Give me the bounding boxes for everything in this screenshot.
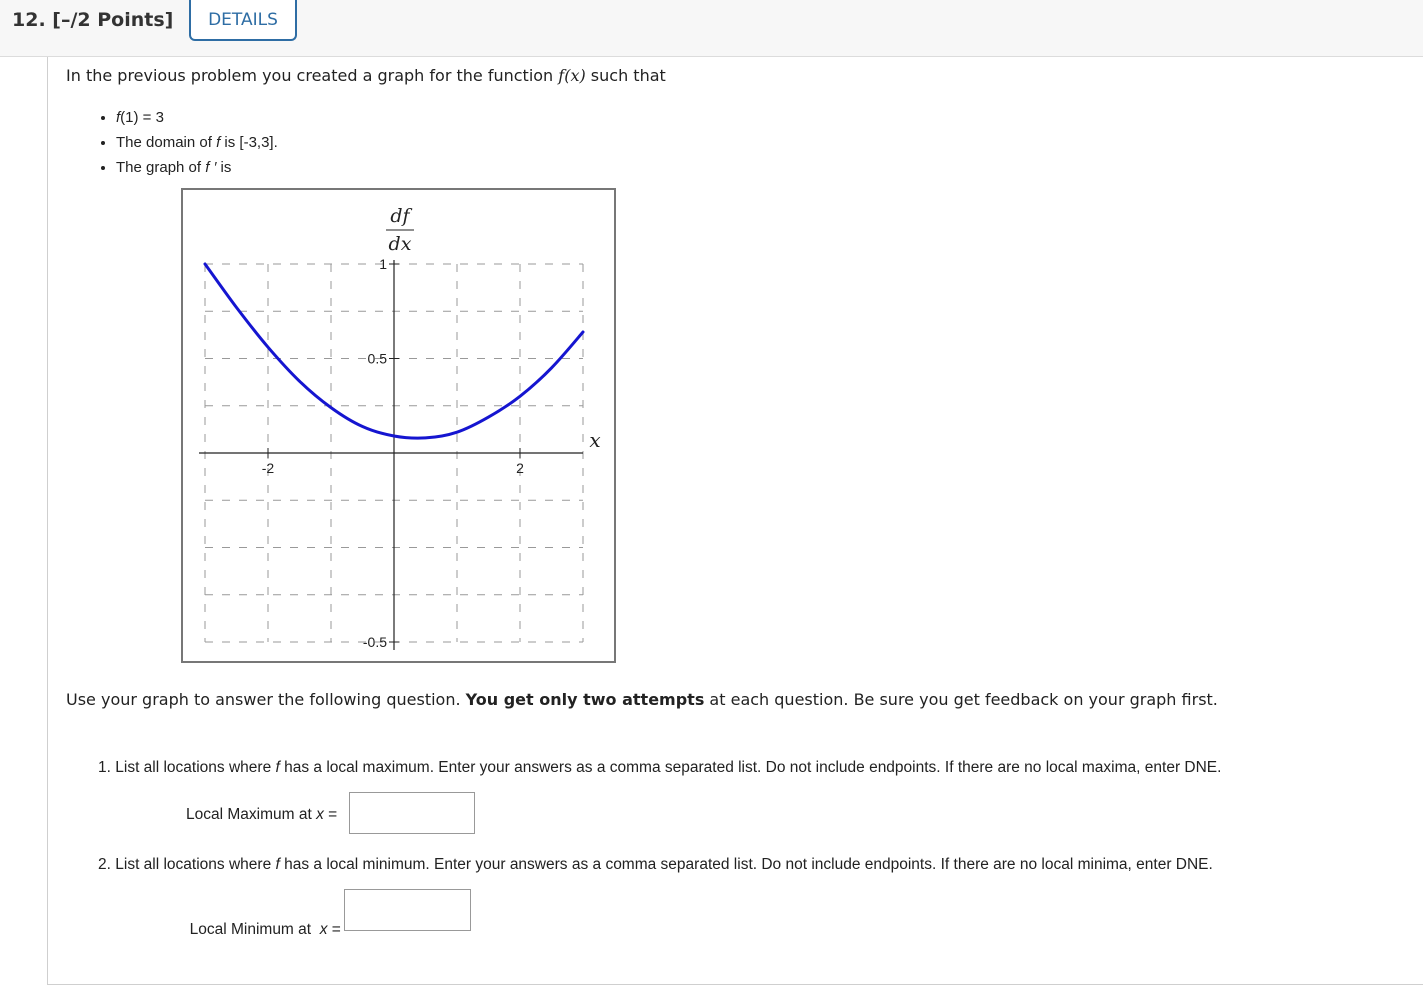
y-axis-label-denominator: dx	[388, 233, 412, 255]
label-eq: =	[323, 806, 338, 823]
fact-text: is [-3,3].	[220, 134, 278, 151]
question-2-number: 2.	[98, 856, 111, 873]
x-tick-label: 2	[516, 460, 524, 476]
y-tick-label: 0.5	[367, 350, 387, 367]
x-axis-label: x	[589, 428, 601, 452]
question-2-pre: List all locations where	[115, 856, 276, 873]
local-min-label	[181, 903, 341, 939]
fact-italic: f	[116, 109, 121, 126]
fact-italic: f	[216, 134, 221, 151]
question-2-post: has a local minimum. Enter your answers as a comma separated list. Do not include endpoints. If there are no local minima, enter DNE.	[279, 856, 1213, 873]
question-2-italic: f	[275, 856, 280, 873]
intro-text	[66, 66, 666, 85]
question-points: [–/2 Points]	[52, 9, 174, 31]
question-1-italic: f	[275, 759, 280, 776]
instructions-bold: You get only two attempts	[465, 690, 705, 709]
question-1-pre: List all locations where	[115, 759, 276, 776]
question-2-text	[98, 856, 1213, 874]
y-axis-label-numerator: df	[390, 205, 410, 227]
fact-item-value	[116, 105, 278, 130]
fact-text: (1) = 3	[120, 109, 164, 126]
x-tick-label: -2	[261, 460, 275, 476]
fact-item-domain	[116, 130, 278, 155]
label-var: x	[319, 921, 328, 938]
question-1-post: has a local maximum. Enter your answers as a comma separated list. Do not include endpoints. If there are no local maxima, enter DNE.	[279, 759, 1222, 776]
question-1-text	[98, 759, 1221, 777]
fact-text: The domain of	[116, 134, 217, 151]
local-min-input[interactable]	[344, 889, 471, 931]
intro-function: f(x)	[558, 66, 586, 85]
intro-after: such that	[585, 66, 666, 85]
label-var: x	[316, 806, 324, 823]
instructions-text	[66, 690, 1218, 709]
label-text: Local Maximum at	[186, 806, 317, 823]
y-tick-label: -0.5	[362, 634, 387, 650]
local-max-label	[186, 806, 337, 824]
y-tick-label: 1	[379, 256, 387, 272]
instructions-after: at each question. Be sure you get feedback on your graph first.	[704, 690, 1218, 709]
question-number: 12.	[12, 9, 46, 31]
instructions-before: Use your graph to answer the following question.	[66, 690, 466, 709]
fact-text: is	[216, 159, 232, 176]
label-eq: =	[327, 921, 341, 938]
fact-item-derivative	[116, 155, 278, 180]
fact-text: The graph of	[116, 159, 206, 176]
label-text: Local Minimum at	[189, 921, 320, 938]
question-1-number: 1.	[98, 759, 111, 776]
facts-list	[98, 105, 278, 180]
local-max-input[interactable]	[349, 792, 475, 834]
derivative-chart-svg	[183, 190, 614, 661]
intro-before: In the previous problem you created a graph for the function	[66, 66, 559, 85]
question-header	[0, 0, 1423, 57]
question-title	[12, 9, 173, 31]
fact-italic: f ′	[205, 159, 217, 176]
details-button[interactable]: DETAILS	[189, 0, 297, 41]
derivative-graph	[181, 188, 616, 663]
